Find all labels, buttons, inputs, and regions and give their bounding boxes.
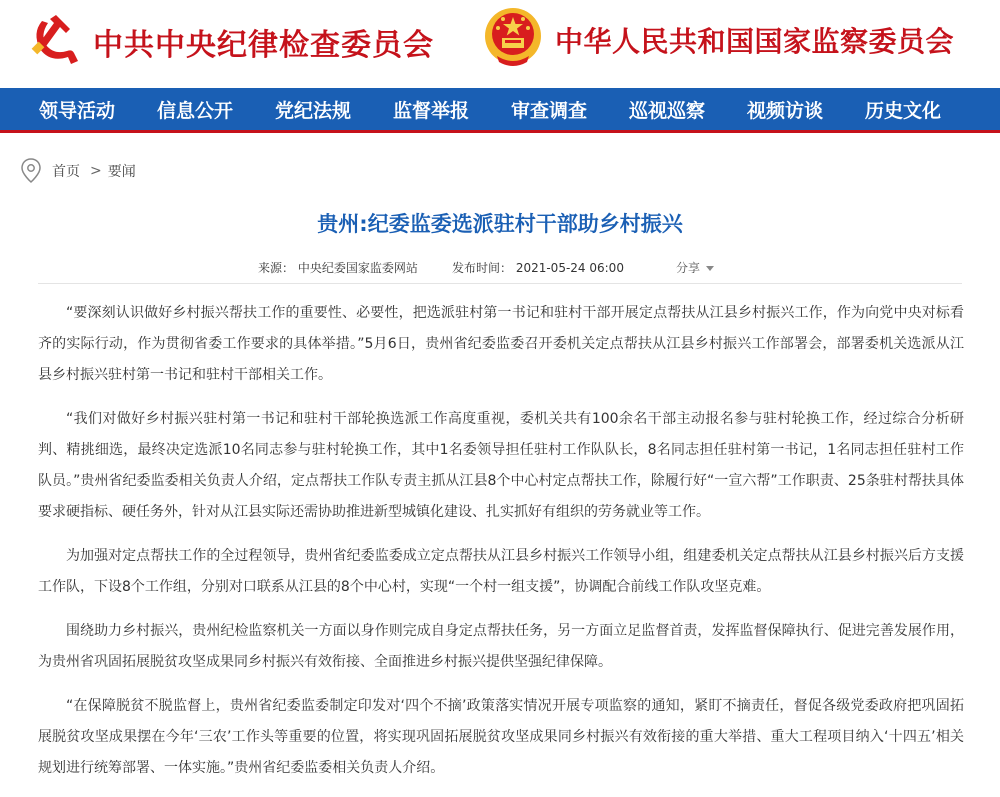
nav-item-history[interactable]: 历史文化 [864,99,941,122]
meta-divider [38,283,962,284]
main-nav [0,88,1000,130]
national-supervisory-commission-title[interactable]: 中华人民共和国国家监察委员会 [555,25,955,58]
chevron-down-icon [706,266,714,271]
breadcrumb-home-link[interactable]: 首页 [52,164,80,180]
nav-item-video[interactable]: 视频访谈 [746,99,823,122]
article-paragraph: 为加强对定点帮扶工作的全过程领导，贵州省纪委监委成立定点帮扶从江县乡村振兴工作领导小组，组建委机关定点帮扶从江县乡村振兴后方支援工作队，下设8个工作组，分别对口联系从江县的8个中心村，实现“一个村一组支援”，协调配合前线工作队攻坚克难。 [38,548,964,595]
breadcrumb-separator: > [90,163,102,179]
share-label: 分享 [676,261,701,275]
article-paragraph: 围绕助力乡村振兴，贵州纪检监察机关一方面以身作则完成自身定点帮扶任务，另一方面立足监督首责，发挥监督保障执行、促进完善发展作用，为贵州省巩固拓展脱贫攻坚成果同乡村振兴有效衔接、全面推进乡村振兴提供坚强纪律保障。 [38,623,964,670]
article-body [38,298,964,797]
site-header [0,0,1000,88]
breadcrumb-current-link[interactable]: 要闻 [107,164,136,180]
nav-item-information[interactable]: 信息公开 [156,99,233,122]
article-paragraph: “要深刻认识做好乡村振兴帮扶工作的重要性、必要性，把选派驻村第一书记和驻村干部开展定点帮扶从江县乡村振兴工作，作为向党中央对标看齐的实际行动，作为贯彻省委工作要求的具体举措。”5月6日，贵州省纪委监委召开委机关定点帮扶从江县乡村振兴工作部署会，部署委机关选派从江县乡村振兴驻村第一书记和驻村干部相关工作。 [38,305,964,383]
cpc-commission-title[interactable]: 中共中央纪律检查委员会 [93,28,434,63]
share-button[interactable] [676,259,714,276]
location-pin-icon [20,158,42,184]
breadcrumb [20,158,136,184]
national-emblem-icon [483,4,543,72]
article-title: 贵州:纪委监委选派驻村干部助乡村振兴 [317,212,683,236]
article-paragraph: “在保障脱贫不脱监督上，贵州省纪委监委制定印发对‘四个不摘’政策落实情况开展专项监察的通知，紧盯不摘责任，督促各级党委政府把巩固拓展脱贫攻坚成果摆在今年‘三农’工作头等重要的位置，将实现巩固拓展脱贫攻坚成果同乡村振兴有效衔接的重大举措、重大工程项目纳入‘十四五’相关规划进行统筹部署、一体实施。”贵州省纪委监委相关负责人介绍。 [38,698,964,776]
nav-item-investigation[interactable]: 审查调查 [510,99,587,122]
nav-divider [0,130,1000,133]
nav-item-regulations[interactable]: 党纪法规 [274,99,351,122]
nav-item-report[interactable]: 监督举报 [392,99,469,122]
article-source: 来源： 中央纪委国家监委网站 [258,261,418,275]
article-paragraph: “我们对做好乡村振兴驻村第一书记和驻村干部轮换选派工作高度重视，委机关共有100余名干部主动报名参与驻村轮换工作，经过综合分析研判、精挑细选，最终决定选派10名同志参与驻村轮换工作，其中1名委领导担任驻村工作队队长，8名同志担任驻村第一书记，1名同志担任驻村工作队员。”贵州省纪委监委相关负责人介绍，定点帮扶工作队专责主抓从江县8个中心村定点帮扶工作，除履行好“一宣六帮”工作职责、25条驻村帮扶具体要求硬指标、硬任务外，针对从江县实际还需协助推进新型城镇化建设、扎实抓好有组织的劳务就业等工作。 [38,411,964,520]
nav-item-inspection[interactable]: 巡视巡察 [628,99,705,122]
nav-item-leadership[interactable]: 领导活动 [38,99,115,122]
article-publish-time: 发布时间： 2021-05-24 06:00 [452,261,624,275]
party-emblem-icon [22,9,82,69]
